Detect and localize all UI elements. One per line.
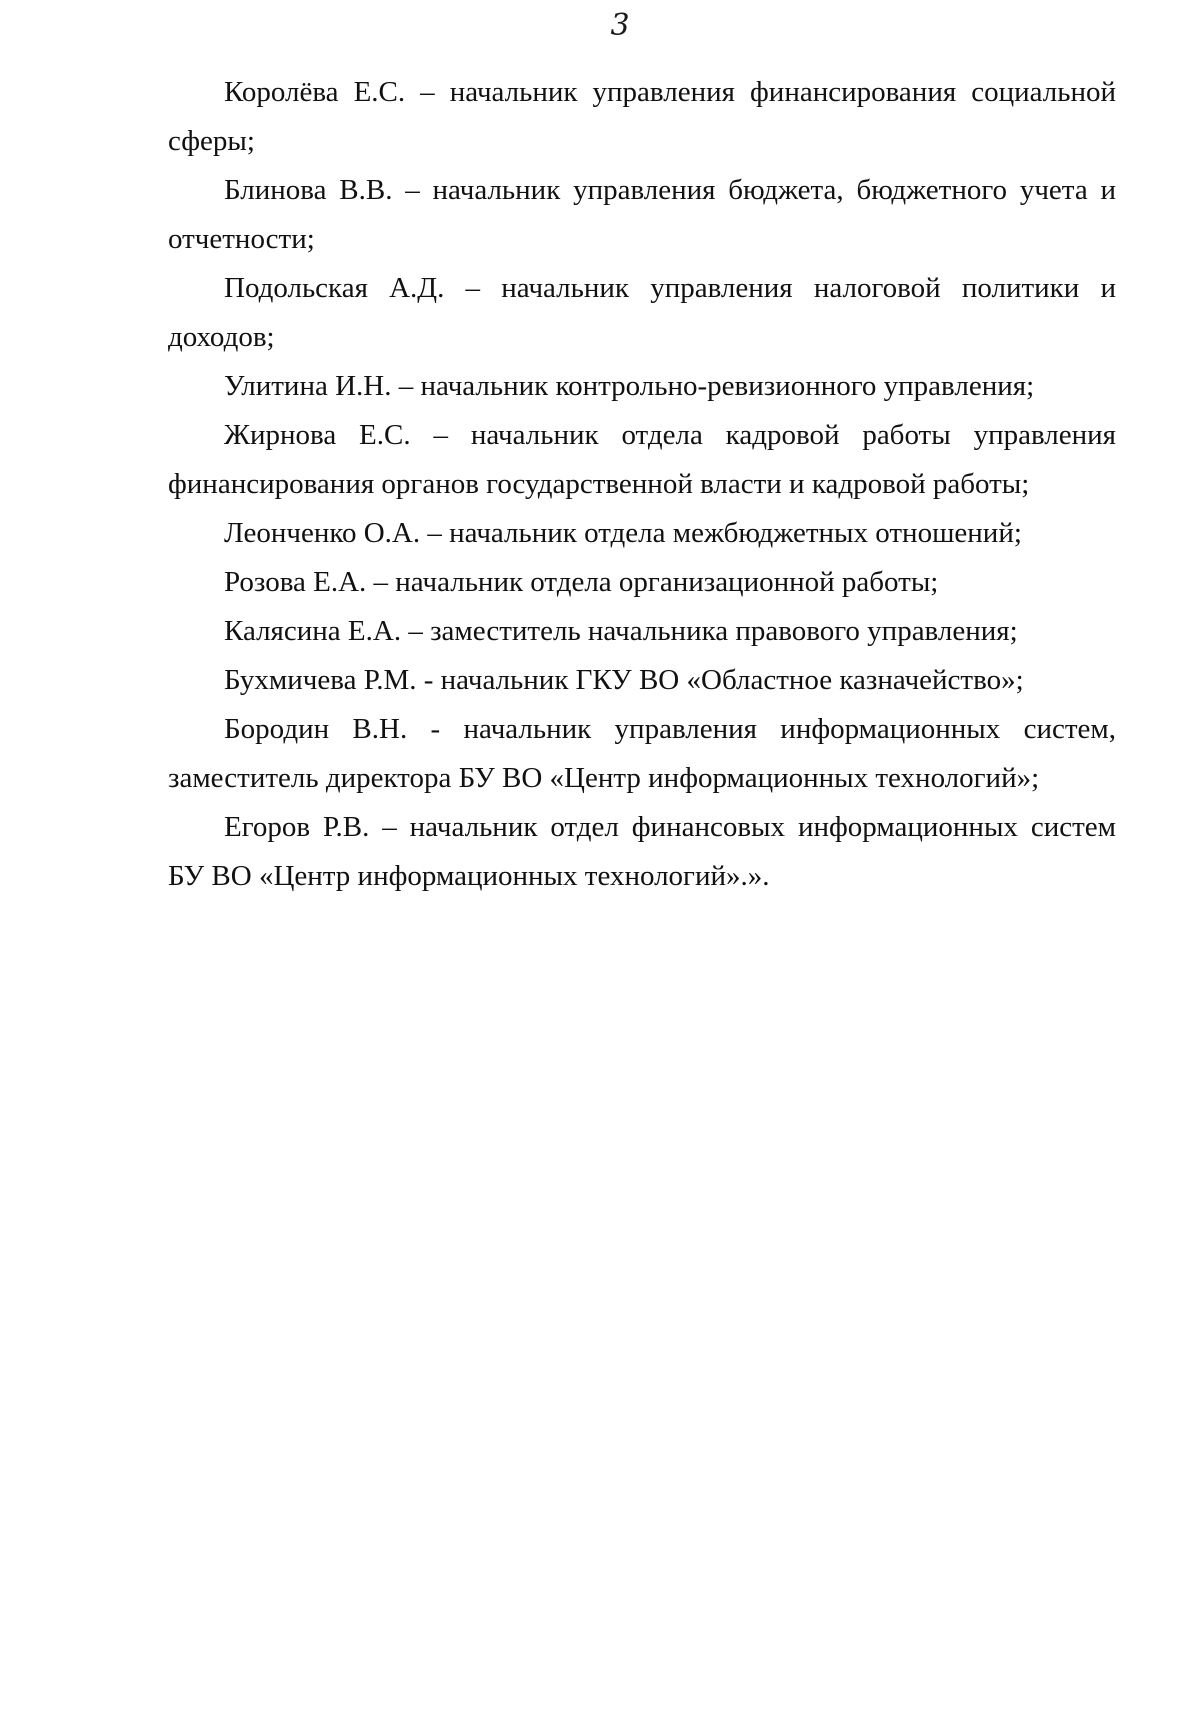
list-item: Королёва Е.С. – начальник управления финансирования социальной сферы; [168, 76, 1116, 157]
list-item: Блинова В.В. – начальник управления бюджета, бюджетного учета и отчетности; [168, 174, 1116, 255]
list-item: Калясина Е.А. – заместитель начальника правового управления; [224, 615, 1018, 647]
list-item: Розова Е.А. – начальник отдела организационной работы; [224, 566, 939, 598]
list-item: Егоров Р.В. – начальник отдел финансовых информационных систем БУ ВО «Центр информационных технологий».». [168, 811, 1116, 892]
list-item: Подольская А.Д. – начальник управления налоговой политики и доходов; [168, 272, 1116, 353]
list-item: Бородин В.Н. - начальник управления информационных систем, заместитель директора БУ ВО «Центр информационных технологий»; [168, 713, 1116, 794]
page-number: 3 [610, 8, 630, 43]
list-item: Бухмичева Р.М. - начальник ГКУ ВО «Областное казначейство»; [224, 664, 1024, 696]
staff-list [168, 68, 1116, 901]
list-item: Улитина И.Н. – начальник контрольно-ревизионного управления; [224, 370, 1035, 402]
list-item: Жирнова Е.С. – начальник отдела кадровой работы управления финансирования органов государственной власти и кадровой работы; [168, 419, 1116, 500]
list-item: Леонченко О.А. – начальник отдела межбюджетных отношений; [224, 517, 1022, 549]
